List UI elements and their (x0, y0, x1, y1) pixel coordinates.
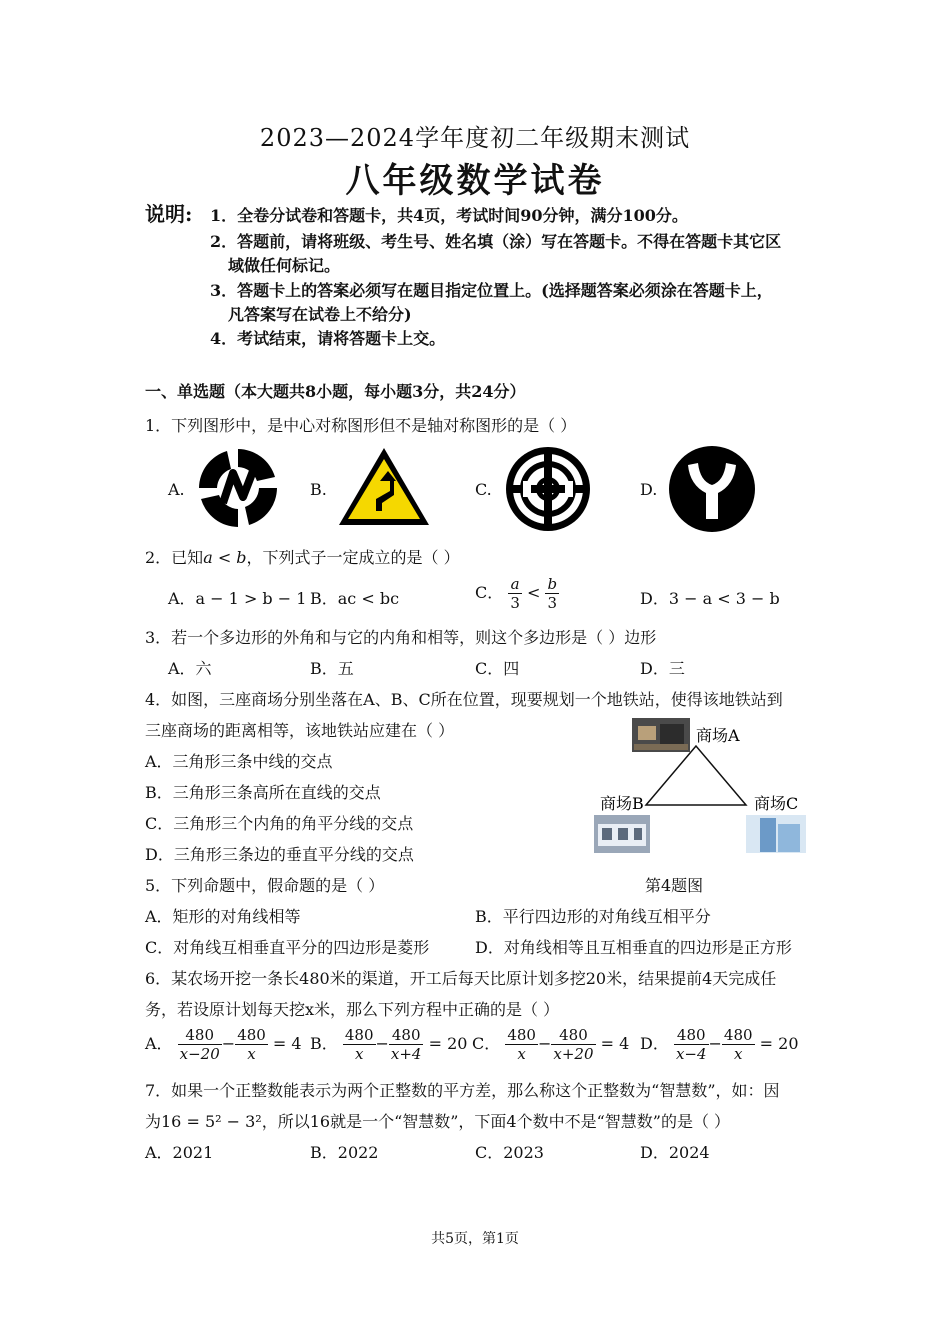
denominator: x (354, 1045, 364, 1063)
q1-option-b-label: B. (310, 480, 327, 499)
numerator: 480 (344, 1026, 374, 1044)
q2-option-d: D．3 − a < 3 − b (640, 589, 780, 608)
numerator: 480 (551, 1026, 595, 1045)
operator: − (375, 1034, 389, 1053)
denominator: 3 (547, 594, 558, 612)
numerator: 480 (237, 1026, 266, 1044)
rhs: = 4 (272, 1034, 302, 1053)
question-2-stem (145, 545, 460, 568)
denominator: x (247, 1045, 256, 1063)
q1-option-c-label: C. (475, 480, 492, 499)
rhs: = 4 (600, 1034, 630, 1053)
numerator: 480 (723, 1026, 753, 1044)
q5-option-d: D．对角线相等且互相垂直的四边形是正方形 (475, 938, 792, 957)
page-number: 共5页，第1页 (431, 1231, 519, 1247)
denominator: x−20 (179, 1045, 220, 1063)
q6-option-a (145, 1026, 302, 1063)
note-4: 4．考试结束，请将答题卡上交。 (210, 329, 446, 348)
q2-option-c (475, 575, 559, 612)
option-label: A． (145, 1034, 173, 1053)
q3-option-c: C．四 (475, 659, 520, 678)
fraction (722, 1026, 755, 1063)
numerator: 480 (178, 1026, 222, 1045)
fraction (343, 1026, 376, 1063)
option-label: B． (310, 1034, 338, 1053)
q6-option-c (472, 1026, 629, 1063)
fraction (235, 1026, 268, 1063)
q2-less-than: < (526, 583, 541, 602)
question-6-stem-line1: 6．某农场开挖一条长480米的渠道，开工后每天比原计划多挖20米，结果提前4天完成任 (145, 969, 777, 988)
section-title: 一、单选题（本大题共8小题，每小题3分，共24分） (145, 382, 526, 401)
q7-option-b: B．2022 (310, 1143, 379, 1162)
circle-cross-logo-icon (503, 445, 593, 533)
numerator: b (547, 575, 558, 593)
q2-option-b: B．ac < bc (310, 589, 400, 608)
option-label: C． (472, 1034, 501, 1053)
q2-stem-pre: 2．已知 (145, 548, 204, 567)
rhs: = 20 (759, 1034, 799, 1053)
label-mall-b: 商场B (600, 794, 644, 813)
fraction (551, 1026, 595, 1063)
note-2-cont: 域做任何标记。 (228, 256, 341, 275)
option-label: D． (640, 1034, 669, 1053)
fraction (505, 1026, 538, 1063)
q7-option-c: C．2023 (475, 1143, 544, 1162)
q4-option-b: B．三角形三条高所在直线的交点 (145, 783, 381, 802)
operator: − (708, 1034, 722, 1053)
numerator: a (508, 575, 522, 594)
question-6-stem-line2: 务，若设原计划每天挖x米，那么下列方程中正确的是（ ） (145, 1000, 560, 1019)
q7-option-d: D．2024 (640, 1143, 710, 1162)
q6-option-d (640, 1026, 799, 1063)
operator: − (537, 1034, 552, 1053)
question-4-stem-line1: 4．如图，三座商场分别坐落在A、B、C所在位置，现要规划一个地铁站，使得该地铁站到 (145, 690, 783, 709)
q3-option-a: A．六 (168, 659, 212, 678)
exam-period-title: 2023—2024学年度初二年级期末测试 (259, 124, 691, 152)
q2-frac-a3 (508, 575, 522, 612)
q4-option-d: D．三角形三条边的垂直平分线的交点 (145, 845, 414, 864)
fraction (389, 1026, 424, 1063)
q3-option-d: D．三 (640, 659, 685, 678)
q5-option-a: A．矩形的对角线相等 (145, 907, 301, 926)
y-shape-logo-icon (668, 445, 756, 533)
q2-condition: a < b (203, 548, 247, 567)
question-7-stem-line2: 为16 = 5² − 3²，所以16就是一个“智慧数”，下面4个数中不是“智慧数”的是（ ） (145, 1112, 731, 1131)
q3-option-b: B．五 (310, 659, 354, 678)
fraction (674, 1026, 709, 1063)
q4-option-c: C．三角形三个内角的角平分线的交点 (145, 814, 414, 833)
q2-stem-post: ，下列式子一定成立的是（ ） (246, 548, 460, 567)
q4-option-a: A．三角形三条中线的交点 (145, 752, 333, 771)
q6-option-b (310, 1026, 467, 1063)
rhs: = 20 (428, 1034, 468, 1053)
fraction (178, 1026, 222, 1063)
denominator: x+20 (553, 1045, 594, 1063)
note-2: 2．答题前，请将班级、考生号、姓名填（涂）写在答题卡。不得在答题卡其它区 (210, 232, 782, 251)
q2-option-c-label: C． (475, 583, 504, 602)
question-4-stem-line2: 三座商场的距离相等，该地铁站应建在（ ） (145, 721, 455, 740)
q1-option-a-label: A. (168, 480, 185, 499)
winding-road-sign-icon (336, 445, 432, 529)
numerator: 480 (507, 1026, 536, 1044)
denominator: x−4 (675, 1045, 707, 1063)
note-3-cont: 凡答案写在试卷上不给分) (228, 305, 412, 324)
question-5-stem: 5．下列命题中，假命题的是（ ） (145, 876, 385, 895)
denominator: x+4 (390, 1045, 422, 1063)
denominator: x (517, 1045, 526, 1063)
operator: − (221, 1034, 236, 1053)
label-mall-a: 商场A (696, 726, 740, 745)
question-7-stem-line1: 7．如果一个正整数能表示为两个正整数的平方差，那么称这个正整数为“智慧数”，如：因 (145, 1081, 780, 1100)
question-1-stem: 1．下列图形中，是中心对称图形但不是轴对称图形的是（ ） (145, 416, 577, 435)
question-3-stem: 3．若一个多边形的外角和与它的内角和相等，则这个多边形是（ ）边形 (145, 628, 657, 647)
denominator: 3 (510, 594, 520, 612)
exam-title: 八年级数学试卷 (345, 161, 605, 201)
label-mall-c: 商场C (754, 794, 799, 813)
numerator: 480 (674, 1026, 709, 1045)
triangle-abc (646, 746, 746, 805)
q2-frac-b3 (545, 575, 559, 612)
q4-figure-caption: 第4题图 (645, 876, 704, 895)
note-1: 1．全卷分试卷和答题卡，共4页，考试时间90分钟，满分100分。 (210, 206, 688, 225)
denominator: x (734, 1045, 743, 1063)
note-3: 3．答题卡上的答案必须写在题目指定位置上。(选择题答案必须涂在答题卡上， (210, 281, 773, 300)
q2-option-a: A．a − 1 > b − 1 (168, 589, 307, 608)
q4-triangle-figure (590, 712, 815, 857)
q1-option-d-label: D. (640, 480, 658, 499)
q5-option-b: B．平行四边形的对角线互相平分 (475, 907, 711, 926)
swirl-logo-icon (195, 445, 281, 531)
q7-option-a: A．2021 (145, 1143, 214, 1162)
q5-option-c: C．对角线互相垂直平分的四边形是菱形 (145, 938, 430, 957)
numerator: 480 (389, 1026, 424, 1045)
notes-label: 说明: (145, 202, 193, 226)
